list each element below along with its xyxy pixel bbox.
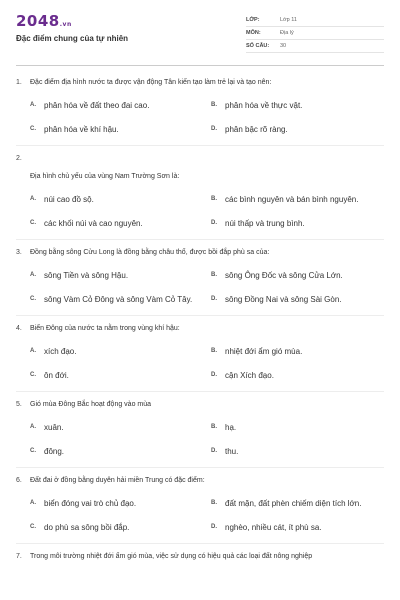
- option-a[interactable]: [30, 93, 203, 117]
- divider: [16, 145, 384, 146]
- option-text: cận Xích đạo.: [225, 370, 274, 380]
- option-letter: B.: [211, 348, 217, 354]
- option-a[interactable]: [30, 339, 203, 363]
- question-6: [16, 476, 384, 539]
- site-logo[interactable]: [16, 12, 128, 30]
- option-text: phân hóa về khí hậu.: [44, 124, 119, 134]
- option-grid: [16, 93, 384, 141]
- option-letter: B.: [211, 196, 217, 202]
- option-text: sông Vàm Cỏ Đông và sông Vàm Cỏ Tây.: [44, 294, 193, 304]
- question-1: [16, 78, 384, 141]
- meta-row-count: [246, 40, 384, 53]
- question-number: 4.: [16, 325, 22, 332]
- option-text: núi thấp và trung bình.: [225, 218, 305, 228]
- option-c[interactable]: [30, 117, 203, 141]
- question-text: Biển Đông của nước ta nằm trong vùng khí hậu:: [30, 325, 180, 332]
- option-letter: D.: [211, 220, 217, 226]
- option-b[interactable]: [211, 93, 384, 117]
- option-text: thu.: [225, 446, 239, 456]
- question-number: 2.: [16, 155, 22, 162]
- option-letter: A.: [30, 348, 36, 354]
- meta-table: [246, 14, 384, 53]
- divider: [16, 391, 384, 392]
- divider: [16, 239, 384, 240]
- option-text: các khối núi và cao nguyên.: [44, 218, 143, 228]
- question-list: [16, 66, 384, 562]
- option-letter: A.: [30, 500, 36, 506]
- option-d[interactable]: [211, 515, 384, 539]
- option-text: nghèo, nhiều cát, ít phù sa.: [225, 522, 322, 532]
- divider: [16, 543, 384, 544]
- option-grid: [16, 491, 384, 539]
- question-5: [16, 400, 384, 463]
- option-grid: [16, 415, 384, 463]
- option-letter: D.: [211, 448, 217, 454]
- logo-suffix: .vn: [59, 21, 72, 28]
- option-b[interactable]: [211, 187, 384, 211]
- option-d[interactable]: [211, 211, 384, 235]
- question-number: 5.: [16, 401, 22, 408]
- option-d[interactable]: [211, 287, 384, 311]
- question-text: Trong môi trường nhiệt đới ẩm gió mùa, việc sử dụng có hiệu quả các loại đất nông nghiệp: [30, 553, 313, 560]
- question-text: Gió mùa Đông Bắc hoạt động vào mùa: [30, 401, 152, 408]
- option-d[interactable]: [211, 363, 384, 387]
- option-text: các bình nguyên và bán bình nguyên.: [225, 194, 359, 204]
- option-letter: A.: [30, 272, 36, 278]
- option-letter: C.: [30, 372, 36, 378]
- option-letter: B.: [211, 272, 217, 278]
- option-c[interactable]: [30, 515, 203, 539]
- option-letter: A.: [30, 196, 36, 202]
- option-text: phân hóa về thực vật.: [225, 100, 303, 110]
- document-title: Đặc điểm chung của tự nhiên: [16, 34, 129, 43]
- option-letter: C.: [30, 126, 36, 132]
- option-letter: C.: [30, 220, 36, 226]
- option-letter: C.: [30, 448, 36, 454]
- option-letter: D.: [211, 372, 217, 378]
- option-text: biển đóng vai trò chủ đạo.: [44, 498, 137, 508]
- option-text: sông Đồng Nai và sông Sài Gòn.: [225, 294, 342, 304]
- option-text: sông Ông Đốc và sông Cửa Lớn.: [225, 270, 343, 280]
- option-b[interactable]: [211, 339, 384, 363]
- option-a[interactable]: [30, 187, 203, 211]
- question-text: Địa hình chủ yếu của vùng Nam Trường Sơn là:: [30, 173, 180, 180]
- option-text: do phù sa sông bồi đắp.: [44, 522, 130, 532]
- meta-row-class: [246, 14, 384, 27]
- option-letter: B.: [211, 424, 217, 430]
- option-letter: C.: [30, 524, 36, 530]
- question-number: 3.: [16, 249, 22, 256]
- option-text: xuân.: [44, 422, 64, 432]
- option-letter: D.: [211, 126, 217, 132]
- option-text: ôn đới.: [44, 370, 69, 380]
- meta-row-subject: [246, 27, 384, 40]
- meta-value: Lớp 11: [280, 17, 297, 23]
- option-b[interactable]: [211, 263, 384, 287]
- meta-key: MÔN:: [246, 30, 261, 36]
- question-text: Đặc điểm địa hình nước ta được vận động Tân kiến tạo làm trẻ lại và tạo nên:: [30, 79, 272, 86]
- logo-text: 2048: [16, 12, 60, 30]
- question-number: 1.: [16, 79, 22, 86]
- option-letter: D.: [211, 296, 217, 302]
- question-text: Đất đai ở đồng bằng duyên hải miền Trung có đặc điểm:: [30, 477, 205, 484]
- option-letter: A.: [30, 102, 36, 108]
- option-text: phân bậc rõ ràng.: [225, 124, 288, 134]
- option-text: đất mặn, đất phèn chiếm diện tích lớn.: [225, 498, 362, 508]
- option-text: xích đạo.: [44, 346, 77, 356]
- option-c[interactable]: [30, 211, 203, 235]
- option-text: nhiệt đới ẩm gió mùa.: [225, 346, 303, 356]
- divider: [16, 315, 384, 316]
- option-text: hạ.: [225, 422, 237, 432]
- meta-key: SỐ CÂU:: [246, 43, 270, 49]
- option-grid: [16, 263, 384, 311]
- divider: [16, 467, 384, 468]
- option-text: đông.: [44, 446, 65, 456]
- option-a[interactable]: [30, 263, 203, 287]
- worksheet-header: [16, 0, 384, 66]
- question-number: 7.: [16, 553, 22, 560]
- option-a[interactable]: [30, 415, 203, 439]
- option-letter: B.: [211, 102, 217, 108]
- brand-block: [16, 12, 128, 43]
- option-letter: B.: [211, 500, 217, 506]
- option-text: núi cao đồ sộ.: [44, 194, 94, 204]
- option-c[interactable]: [30, 363, 203, 387]
- option-grid: [16, 339, 384, 387]
- question-4: [16, 324, 384, 387]
- option-letter: C.: [30, 296, 36, 302]
- option-c[interactable]: [30, 439, 203, 463]
- option-text: phân hóa về đất theo đai cao.: [44, 100, 150, 110]
- meta-value: Địa lý: [280, 30, 294, 36]
- option-a[interactable]: [30, 491, 203, 515]
- question-number: 6.: [16, 477, 22, 484]
- question-2: [16, 154, 384, 235]
- option-c[interactable]: [30, 287, 203, 311]
- option-letter: D.: [211, 524, 217, 530]
- option-grid: [16, 187, 384, 235]
- meta-value: 30: [280, 43, 287, 49]
- question-3: [16, 248, 384, 311]
- question-7: [16, 552, 384, 562]
- question-text: Đồng bằng sông Cửu Long là đồng bằng châu thổ, được bồi đắp phù sa của:: [30, 249, 270, 256]
- option-b[interactable]: [211, 491, 384, 515]
- option-d[interactable]: [211, 117, 384, 141]
- option-text: sông Tiền và sông Hậu.: [44, 270, 129, 280]
- option-d[interactable]: [211, 439, 384, 463]
- option-b[interactable]: [211, 415, 384, 439]
- meta-key: LỚP:: [246, 17, 260, 23]
- option-letter: A.: [30, 424, 36, 430]
